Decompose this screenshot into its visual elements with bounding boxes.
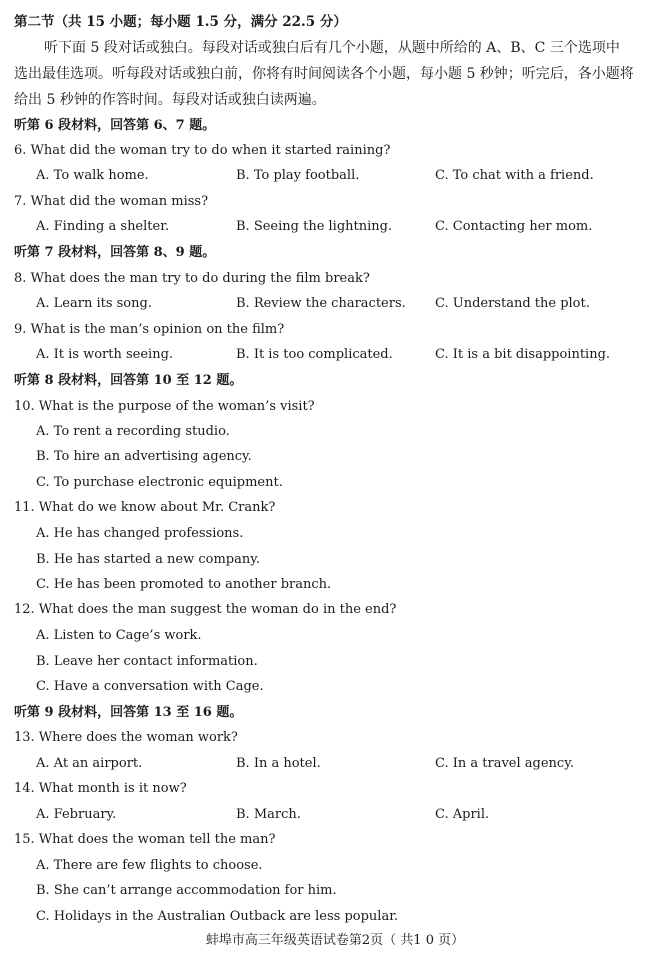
section-title: 第二节（共 15 小题；每小题 1.5 分，满分 22.5 分）: [14, 14, 347, 30]
question-9-option-b[interactable]: B. It is too complicated.: [236, 347, 393, 362]
question-8-option-b[interactable]: B. Review the characters.: [236, 296, 406, 311]
question-10-stem: 10. What is the purpose of the woman’s visit?: [14, 399, 315, 414]
question-7-option-b[interactable]: B. Seeing the lightning.: [236, 219, 393, 234]
question-6-option-a[interactable]: A. To walk home.: [36, 168, 149, 183]
question-13-option-b[interactable]: B. In a hotel.: [236, 756, 321, 771]
question-9-option-c[interactable]: C. It is a bit disappointing.: [435, 347, 611, 362]
question-13-option-a[interactable]: A. At an airport.: [36, 756, 143, 771]
question-7-stem: 7. What did the woman miss?: [14, 194, 209, 209]
group-label-8: 听第 8 段材料，回答第 10 至 12 题。: [14, 373, 243, 388]
question-15-option-a[interactable]: A. There are few flights to choose.: [36, 858, 263, 873]
question-9-stem: 9. What is the man’s opinion on the film?: [14, 322, 285, 337]
question-11-option-b[interactable]: B. He has started a new company.: [36, 552, 260, 567]
instruction-line-3: 给出 5 秒钟的作答时间。每段对话或独白读两遍。: [14, 92, 326, 108]
question-6-stem: 6. What did the woman try to do when it started raining?: [14, 143, 391, 158]
question-10-option-a[interactable]: A. To rent a recording studio.: [36, 424, 230, 439]
instruction-line-2: 选出最佳选项。听每段对话或独白前，你将有时间阅读各个小题，每小题 5 秒钟；听完后，各小题将: [14, 66, 634, 82]
question-12-stem: 12. What does the man suggest the woman do in the end?: [14, 602, 397, 617]
question-10-option-b[interactable]: B. To hire an advertising agency.: [36, 449, 252, 464]
question-13-option-c[interactable]: C. In a travel agency.: [435, 756, 574, 771]
question-14-stem: 14. What month is it now?: [14, 781, 187, 796]
question-10-option-c[interactable]: C. To purchase electronic equipment.: [36, 475, 283, 490]
question-7-option-a[interactable]: A. Finding a shelter.: [36, 219, 170, 234]
question-13-stem: 13. Where does the woman work?: [14, 730, 238, 745]
page-footer: 蚌埠市高三年级英语试卷第2页（ 共1 0 页）: [205, 933, 465, 948]
question-15-option-b[interactable]: B. She can’t arrange accommodation for him.: [36, 883, 337, 898]
question-11-stem: 11. What do we know about Mr. Crank?: [14, 500, 276, 515]
question-6-option-b[interactable]: B. To play football.: [236, 168, 360, 183]
question-14-option-c[interactable]: C. April.: [435, 807, 490, 822]
instruction-line-1: 听下面 5 段对话或独白。每段对话或独白后有几个小题，从题中所给的 A、B、C 三个选项中: [44, 40, 620, 56]
question-15-option-c[interactable]: C. Holidays in the Australian Outback are less popular.: [36, 909, 399, 924]
question-12-option-b[interactable]: B. Leave her contact information.: [36, 654, 258, 669]
question-12-option-a[interactable]: A. Listen to Cage’s work.: [36, 628, 202, 643]
group-label-7: 听第 7 段材料，回答第 8、9 题。: [14, 245, 216, 260]
question-12-option-c[interactable]: C. Have a conversation with Cage.: [36, 679, 264, 694]
group-label-6: 听第 6 段材料，回答第 6、7 题。: [14, 118, 216, 133]
question-6-option-c[interactable]: C. To chat with a friend.: [435, 168, 594, 183]
question-11-option-a[interactable]: A. He has changed professions.: [36, 526, 244, 541]
question-9-option-a[interactable]: A. It is worth seeing.: [36, 347, 174, 362]
question-15-stem: 15. What does the woman tell the man?: [14, 832, 276, 847]
question-8-option-a[interactable]: A. Learn its song.: [36, 296, 152, 311]
question-14-option-a[interactable]: A. February.: [36, 807, 117, 822]
question-11-option-c[interactable]: C. He has been promoted to another branch.: [36, 577, 332, 592]
question-8-option-c[interactable]: C. Understand the plot.: [435, 296, 590, 311]
group-label-9: 听第 9 段材料，回答第 13 至 16 题。: [14, 705, 243, 720]
question-8-stem: 8. What does the man try to do during the film break?: [14, 271, 370, 286]
question-7-option-c[interactable]: C. Contacting her mom.: [435, 219, 593, 234]
question-14-option-b[interactable]: B. March.: [236, 807, 301, 822]
